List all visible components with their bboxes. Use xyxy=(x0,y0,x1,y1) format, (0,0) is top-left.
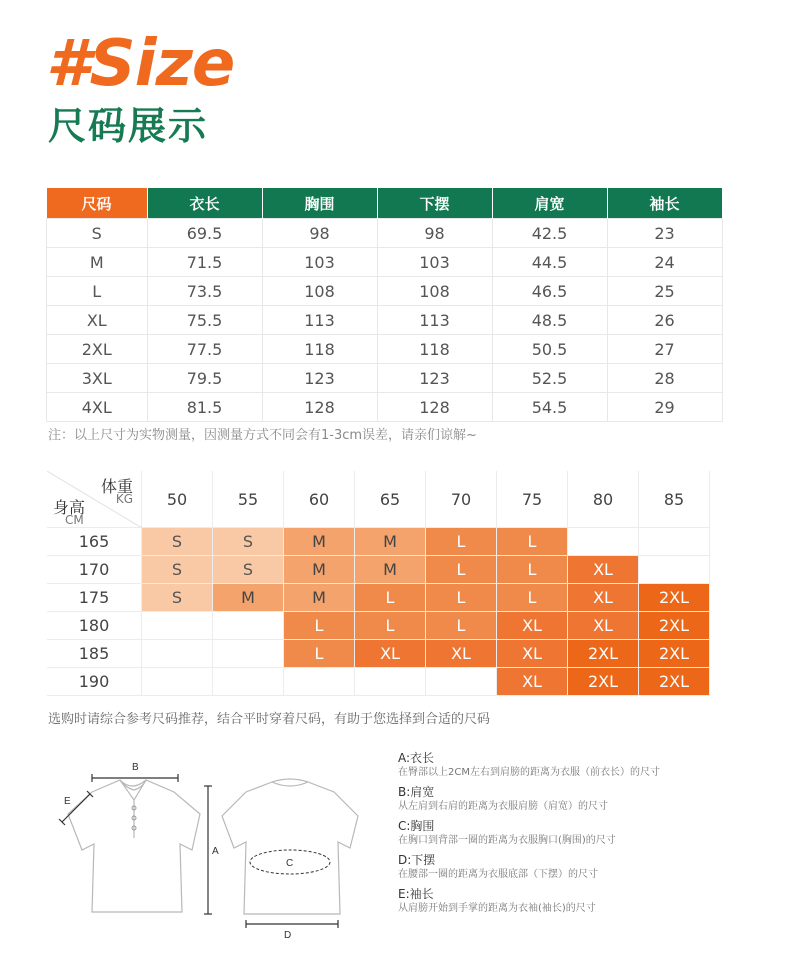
legend-desc: 在臀部以上2CM左右到肩膀的距离为衣服（前衣长）的尺寸 xyxy=(398,767,660,778)
size-cell: L xyxy=(426,584,497,612)
size-table xyxy=(46,188,723,422)
table-row xyxy=(47,219,723,248)
height-header: 165 xyxy=(47,528,142,556)
weight-header: 80 xyxy=(568,471,639,528)
size-cell: S xyxy=(213,528,284,556)
table-cell: 44.5 xyxy=(492,248,607,277)
shoulder-col-header: 肩宽 xyxy=(492,188,607,219)
height-header: 180 xyxy=(47,612,142,640)
legend-item xyxy=(398,750,758,780)
table-cell: 81.5 xyxy=(147,393,262,422)
page-subtitle: 尺码展示 xyxy=(48,104,209,148)
table-row xyxy=(47,335,723,364)
table-cell: 77.5 xyxy=(147,335,262,364)
height-label: 身高 xyxy=(53,498,86,517)
table-cell: 103 xyxy=(262,248,377,277)
legend-desc: 在腰部一圈的距离为衣服底部（下摆）的尺寸 xyxy=(398,869,598,880)
height-header: 185 xyxy=(47,640,142,668)
table-row xyxy=(47,306,723,335)
table-cell: 113 xyxy=(377,306,492,335)
table-cell: 25 xyxy=(607,277,722,306)
table-cell: 2XL xyxy=(47,335,148,364)
size-cell: L xyxy=(426,612,497,640)
legend-item xyxy=(398,784,758,814)
size-cell: L xyxy=(497,556,568,584)
size-cell: XL xyxy=(497,612,568,640)
size-cell: M xyxy=(284,556,355,584)
size-cell: XL xyxy=(426,640,497,668)
size-cell: XL xyxy=(497,668,568,696)
size-cell xyxy=(142,640,213,668)
size-cell: 2XL xyxy=(568,668,639,696)
table-cell: 26 xyxy=(607,306,722,335)
size-cell xyxy=(142,612,213,640)
label-d: D xyxy=(284,930,292,941)
size-cell: M xyxy=(213,584,284,612)
table-cell: 108 xyxy=(377,277,492,306)
weight-label: 体重 xyxy=(100,477,133,496)
legend-desc: 从左肩到右肩的距离为衣服肩膀（肩宽）的尺寸 xyxy=(398,801,608,812)
table-cell: 29 xyxy=(607,393,722,422)
legend-title: A:衣长 xyxy=(398,751,435,765)
table-cell: 28 xyxy=(607,364,722,393)
height-header: 175 xyxy=(47,584,142,612)
table-row xyxy=(47,248,723,277)
size-cell: 2XL xyxy=(639,640,710,668)
table-cell: 27 xyxy=(607,335,722,364)
table-cell: 54.5 xyxy=(492,393,607,422)
table-cell: 75.5 xyxy=(147,306,262,335)
label-c: C xyxy=(286,858,294,869)
size-cell: 2XL xyxy=(639,668,710,696)
table-row xyxy=(47,364,723,393)
legend-title: C:胸围 xyxy=(398,819,435,833)
size-cell: 2XL xyxy=(639,612,710,640)
weight-header: 50 xyxy=(142,471,213,528)
weight-header: 75 xyxy=(497,471,568,528)
measurement-legend xyxy=(398,750,758,920)
size-cell: M xyxy=(284,528,355,556)
table-cell: 3XL xyxy=(47,364,148,393)
legend-title: E:袖长 xyxy=(398,887,434,901)
table-cell: 46.5 xyxy=(492,277,607,306)
size-cell: L xyxy=(355,612,426,640)
size-cell xyxy=(142,668,213,696)
size-cell: L xyxy=(497,528,568,556)
table-cell: 42.5 xyxy=(492,219,607,248)
table-cell: 128 xyxy=(377,393,492,422)
legend-item xyxy=(398,886,758,916)
table-cell: 48.5 xyxy=(492,306,607,335)
size-cell: M xyxy=(284,584,355,612)
weight-unit: KG xyxy=(115,492,133,506)
size-cell: XL xyxy=(497,640,568,668)
table-row xyxy=(47,277,723,306)
size-cell: L xyxy=(497,584,568,612)
size-cell: L xyxy=(426,556,497,584)
table-cell: 73.5 xyxy=(147,277,262,306)
size-cell: 2XL xyxy=(639,584,710,612)
weight-header: 70 xyxy=(426,471,497,528)
label-b: B xyxy=(132,762,139,773)
height-header: 170 xyxy=(47,556,142,584)
size-cell: S xyxy=(213,556,284,584)
front-shirt xyxy=(68,780,200,912)
table-cell: 128 xyxy=(262,393,377,422)
size-cell xyxy=(568,528,639,556)
chest-col-header: 胸围 xyxy=(262,188,377,219)
legend-item xyxy=(398,852,758,882)
table-cell: 24 xyxy=(607,248,722,277)
size-cell: M xyxy=(355,528,426,556)
size-cell: L xyxy=(355,584,426,612)
table-cell: 52.5 xyxy=(492,364,607,393)
size-cell: S xyxy=(142,528,213,556)
table-cell: 108 xyxy=(262,277,377,306)
size-cell xyxy=(213,612,284,640)
size-cell: XL xyxy=(568,584,639,612)
size-cell xyxy=(213,640,284,668)
table-cell: 118 xyxy=(262,335,377,364)
legend-desc: 在胸口到背部一圈的距离为衣服胸口(胸围)的尺寸 xyxy=(398,835,616,846)
hem-col-header: 下摆 xyxy=(377,188,492,219)
table-cell: 23 xyxy=(607,219,722,248)
size-cell: M xyxy=(355,556,426,584)
size-cell: XL xyxy=(568,612,639,640)
size-cell: L xyxy=(284,612,355,640)
weight-header: 60 xyxy=(284,471,355,528)
table-cell: 71.5 xyxy=(147,248,262,277)
size-col-header: 尺码 xyxy=(47,188,148,219)
size-cell xyxy=(213,668,284,696)
size-recommendation-grid xyxy=(47,471,710,696)
table-cell: L xyxy=(47,277,148,306)
table-cell: 69.5 xyxy=(147,219,262,248)
recommendation-note: 选购时请综合参考尺码推荐，结合平时穿着尺码，有助于您选择到合适的尺码 xyxy=(48,712,491,727)
size-cell: XL xyxy=(355,640,426,668)
weight-header: 55 xyxy=(213,471,284,528)
table-row xyxy=(47,393,723,422)
back-shirt xyxy=(222,779,358,914)
legend-title: B:肩宽 xyxy=(398,785,435,799)
sleeve-col-header: 袖长 xyxy=(607,188,722,219)
table-cell: 118 xyxy=(377,335,492,364)
table-cell: 98 xyxy=(377,219,492,248)
label-e: E xyxy=(64,796,71,807)
weight-header: 65 xyxy=(355,471,426,528)
size-cell: L xyxy=(284,640,355,668)
height-unit: CM xyxy=(65,513,84,527)
table-cell: 113 xyxy=(262,306,377,335)
length-col-header: 衣长 xyxy=(147,188,262,219)
legend-desc: 从肩膀开始到手掌的距离为衣袖(袖长)的尺寸 xyxy=(398,903,596,914)
legend-item xyxy=(398,818,758,848)
grid-corner xyxy=(47,471,142,528)
size-cell: 2XL xyxy=(568,640,639,668)
shirt-diagram xyxy=(50,752,370,942)
size-cell: XL xyxy=(568,556,639,584)
table-cell: 103 xyxy=(377,248,492,277)
table-cell: 50.5 xyxy=(492,335,607,364)
table-cell: S xyxy=(47,219,148,248)
table-cell: 4XL xyxy=(47,393,148,422)
size-cell xyxy=(426,668,497,696)
size-cell: L xyxy=(426,528,497,556)
label-a: A xyxy=(212,846,219,857)
table-cell: 98 xyxy=(262,219,377,248)
size-note: 注：以上尺寸为实物测量，因测量方式不同会有1-3cm误差，请亲们谅解~ xyxy=(48,428,477,443)
table-cell: M xyxy=(47,248,148,277)
size-cell xyxy=(355,668,426,696)
height-header: 190 xyxy=(47,668,142,696)
size-cell xyxy=(639,556,710,584)
table-cell: 123 xyxy=(262,364,377,393)
size-cell: S xyxy=(142,556,213,584)
size-cell xyxy=(284,668,355,696)
size-cell xyxy=(639,528,710,556)
legend-title: D:下摆 xyxy=(398,853,436,867)
page-title: #Size xyxy=(46,27,235,101)
table-cell: XL xyxy=(47,306,148,335)
weight-header: 85 xyxy=(639,471,710,528)
table-cell: 123 xyxy=(377,364,492,393)
size-cell: S xyxy=(142,584,213,612)
table-cell: 79.5 xyxy=(147,364,262,393)
